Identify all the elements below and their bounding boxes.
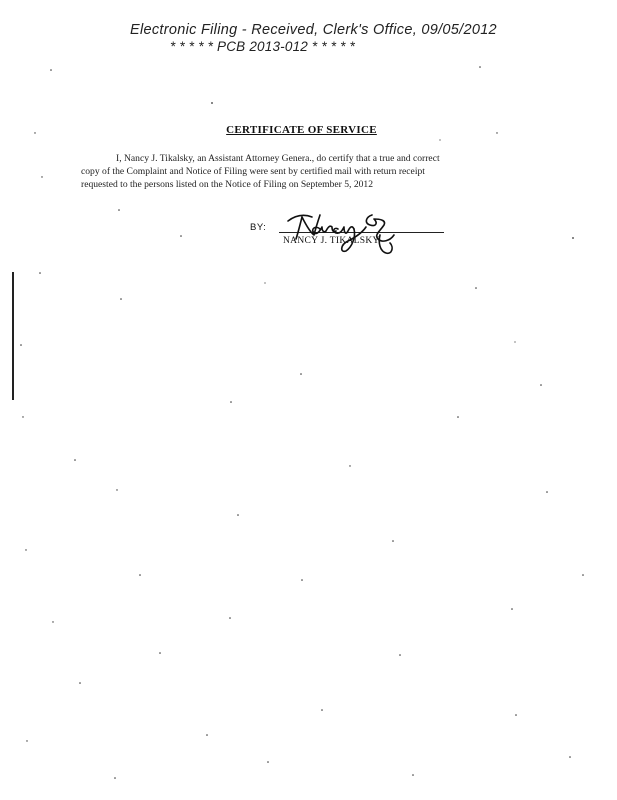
signer-name: NANCY J. TIKALSKY (283, 236, 380, 246)
case-number-line: * * * * * PCB 2013-012 * * * * * (170, 39, 356, 54)
body-line: copy of the Complaint and Notice of Filing were sent by certified mail with return receipt (81, 165, 425, 177)
certificate-title: CERTIFICATE OF SERVICE (226, 124, 377, 136)
body-line: requested to the persons listed on the Notice of Filing on September 5, 2012 (81, 178, 374, 190)
by-label: BY: (250, 222, 267, 233)
filing-stamp-line: Electronic Filing - Received, Clerk's Office, 09/05/2012 (130, 22, 497, 38)
body-line: I, Nancy J. Tikalsky, an Assistant Attorney Genera., do certify that a true and correct (116, 153, 440, 164)
